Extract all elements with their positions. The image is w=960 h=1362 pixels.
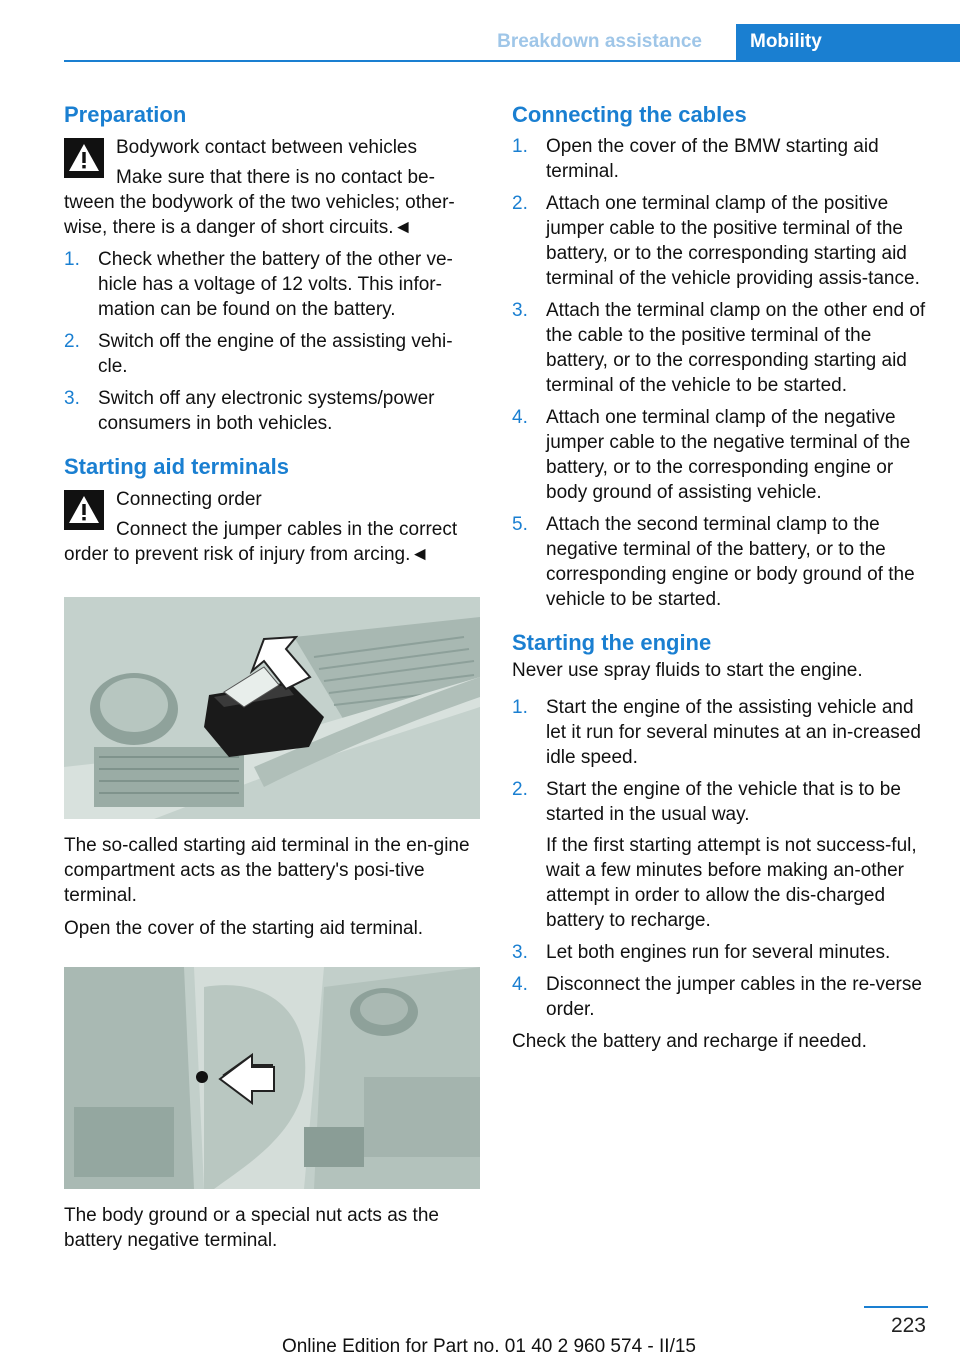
edition-note: Online Edition for Part no. 01 40 2 960 574 - II/15: [281, 1336, 696, 1357]
warning-title: Connecting order: [116, 489, 262, 510]
list-item: 2. Switch off the engine of the assisting vehi‐cle.: [64, 331, 453, 377]
cables-steps: [512, 134, 928, 612]
list-item: 1. Start the engine of the assisting vehicle and let it run for several minutes at an in‐creased idle speed.: [512, 697, 921, 768]
preparation-heading: Preparation: [64, 102, 187, 127]
list-item: 4. Attach one terminal clamp of the negative jumper cable to the negative terminal of the battery, or to the corresponding engine or body ground of assisting vehicle.: [512, 407, 911, 503]
engine-intro: Never use spray fluids to start the engine.: [512, 660, 863, 681]
header-rule: [64, 60, 960, 62]
page-header: [64, 24, 960, 62]
warning-title: Bodywork contact between vehicles: [116, 137, 417, 158]
left-column: [64, 100, 480, 1253]
header-section-title: Breakdown assistance: [497, 31, 702, 52]
list-item: 1. Check whether the battery of the other ve‐hicle has a voltage of 12 volts. This infor‐mation can be found on the battery.: [64, 249, 453, 320]
preparation-steps: [64, 247, 480, 436]
list-item: 1. Open the cover of the BMW starting aid terminal.: [512, 136, 879, 182]
engine-heading: Starting the engine: [512, 630, 712, 655]
caption-positive-terminal: The so-called starting aid terminal in the en‐gine compartment acts as the battery's posi‐tive terminal.: [64, 835, 470, 906]
warning-text: Make sure that there is no contact be‐tween the bodywork of the two vehicles; other‐wise, there is a danger of short circuits.◄: [64, 167, 455, 238]
warning-text: Connect the jumper cables in the correct order to prevent risk of injury from arcing.◄: [64, 519, 458, 565]
photo-body-ground: [64, 967, 480, 1189]
warning-bodywork: [64, 135, 480, 240]
footer-rule: [864, 1306, 928, 1308]
caption-open-cover: Open the cover of the starting aid terminal.: [64, 918, 424, 939]
page-number: 223: [890, 1314, 926, 1337]
step-note: If the first starting attempt is not success‐ful, wait a few minutes before making an‐other attempt in order to allow the dis‐charged battery to recharge.: [546, 835, 917, 931]
terminals-heading: Starting aid terminals: [64, 454, 289, 479]
list-item: 2. Attach one terminal clamp of the positive jumper cable to the positive terminal of the battery, or to the corresponding starting aid terminal of the vehicle providing assis‐tance.: [512, 193, 920, 289]
engine-steps: [512, 695, 928, 1022]
cables-heading: Connecting the cables: [512, 102, 747, 127]
warning-connecting-order: [64, 487, 480, 567]
engine-outro: Check the battery and recharge if needed.: [512, 1031, 867, 1052]
warning-triangle-icon: [64, 138, 104, 178]
header-chapter-tab: Mobility: [736, 24, 960, 62]
caption-negative-terminal: The body ground or a special nut acts as the battery negative terminal.: [64, 1205, 439, 1251]
list-item: 2. Start the engine of the vehicle that is to be started in the usual way. If the first starting attempt is not success‐ful, wait a few minutes before making an‐other attempt in order to allow the dis‐charged battery to recharge.: [512, 777, 928, 933]
list-item: 3. Let both engines run for several minutes.: [512, 942, 891, 963]
warning-triangle-icon: [64, 490, 104, 530]
list-item: 3. Attach the terminal clamp on the other end of the cable to the positive terminal of the battery, or to the corresponding starting aid terminal of the vehicle to be started.: [512, 300, 926, 396]
list-item: 3. Switch off any electronic systems/power consumers in both vehicles.: [64, 388, 435, 434]
photo-starting-aid-terminal: [64, 597, 480, 819]
list-item: 5. Attach the second terminal clamp to the negative terminal of the battery, or to the corresponding engine or body ground of the vehicle to be started.: [512, 514, 915, 610]
right-column: [512, 100, 928, 1054]
list-item: 4. Disconnect the jumper cables in the re‐verse order.: [512, 974, 922, 1020]
